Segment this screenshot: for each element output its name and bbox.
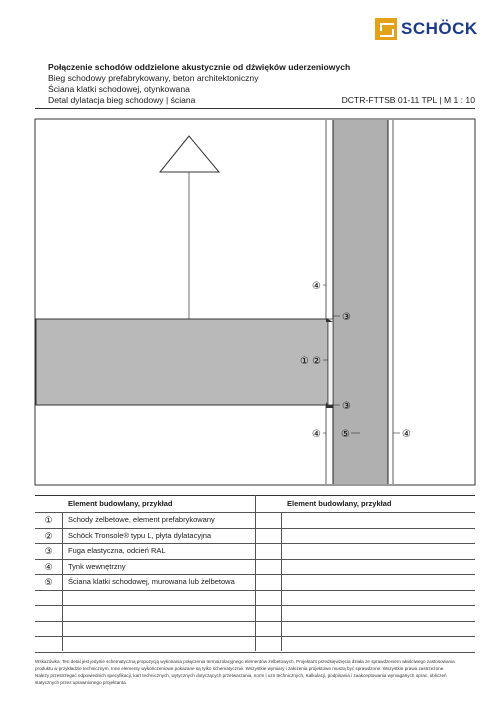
label-4-left: ④ bbox=[312, 429, 321, 440]
disclaimer bbox=[35, 658, 475, 686]
disclaimer-line-3: Należy przestrzegać odpowiednich specyfikacji, kart technicznych, wytycznych dotyczących przetwarzania, norm i uzn technicznych, Kalkulacji, podpisania i zaakceptowania wymaganych oprac. obliczeń bbox=[35, 673, 447, 678]
label-3-top: ③ bbox=[342, 312, 351, 323]
joint-plate bbox=[328, 319, 333, 405]
row-number bbox=[35, 606, 62, 621]
heading-right: Element budowlany, przykład bbox=[287, 499, 392, 508]
drawing-code: DCTR-FTTSB 01-11 TPL | M 1 : 10 bbox=[341, 95, 475, 105]
row-number bbox=[35, 637, 62, 652]
subtitle-detail: Detal dylatacja bieg schodowy | ściana bbox=[48, 95, 196, 105]
document-title: Połączenie schodów oddzielone akustycznie od dźwięków uderzeniowych bbox=[48, 62, 351, 72]
stair-slab bbox=[36, 319, 328, 405]
brand-name: SCHÖCK bbox=[401, 19, 478, 38]
level-marker bbox=[160, 136, 219, 172]
label-4-top: ④ bbox=[312, 281, 321, 292]
heading-left: Element budowlany, przykład bbox=[68, 499, 173, 508]
row-text: Ściana klatki schodowej, murowana lub żelbetowa bbox=[68, 577, 235, 586]
label-4-right: ④ bbox=[402, 429, 411, 440]
row-number: ① bbox=[44, 515, 53, 525]
row-text: Tynk wewnętrzny bbox=[68, 561, 126, 571]
disclaimer-line-4: statycznych przez uprawnionego projektanta. bbox=[35, 680, 127, 685]
disclaimer-line-1: Wskazówka: Ten detal jest jedynie schematyczną propozycją wykonania połączenia termoizolacyjnego elementów żelbetowych. Projektant przedsięwzięcia działa ze sprawdzeniem właściwego zastosowania bbox=[35, 659, 455, 664]
legend-table bbox=[35, 495, 475, 653]
row-text: Fuga elastyczna, odcień RAL bbox=[68, 546, 166, 555]
row-number bbox=[35, 591, 62, 606]
row-text: Schöck Tronsole® typu L, płyta dylatacyjna bbox=[68, 530, 212, 540]
row-number: ③ bbox=[44, 546, 53, 556]
subtitle-wall: Ściana klatki schodowej, otynkowana bbox=[48, 84, 190, 94]
row-number: ④ bbox=[44, 561, 53, 572]
row-number: ② bbox=[44, 530, 53, 541]
row-number: ⑤ bbox=[44, 577, 53, 587]
label-3-bottom: ③ bbox=[342, 401, 351, 412]
subtitle-stairs: Bieg schodowy prefabrykowany, beton architektoniczny bbox=[48, 73, 259, 83]
disclaimer-line-2: produktu w przykładzie technicznym. Inne elementy wykończeniowe pokazane są tylko schematycznie. Wszystkie wymiary i założenia projektowe muszą być sprawdzone. Wszystkie prawa zastrzeżone. bbox=[35, 666, 445, 671]
label-1-2: ① ② bbox=[300, 356, 322, 367]
row-text: Schody żelbetowe, element prefabrykowany bbox=[68, 515, 215, 524]
row-number bbox=[35, 622, 62, 637]
label-5: ⑤ bbox=[341, 429, 350, 440]
